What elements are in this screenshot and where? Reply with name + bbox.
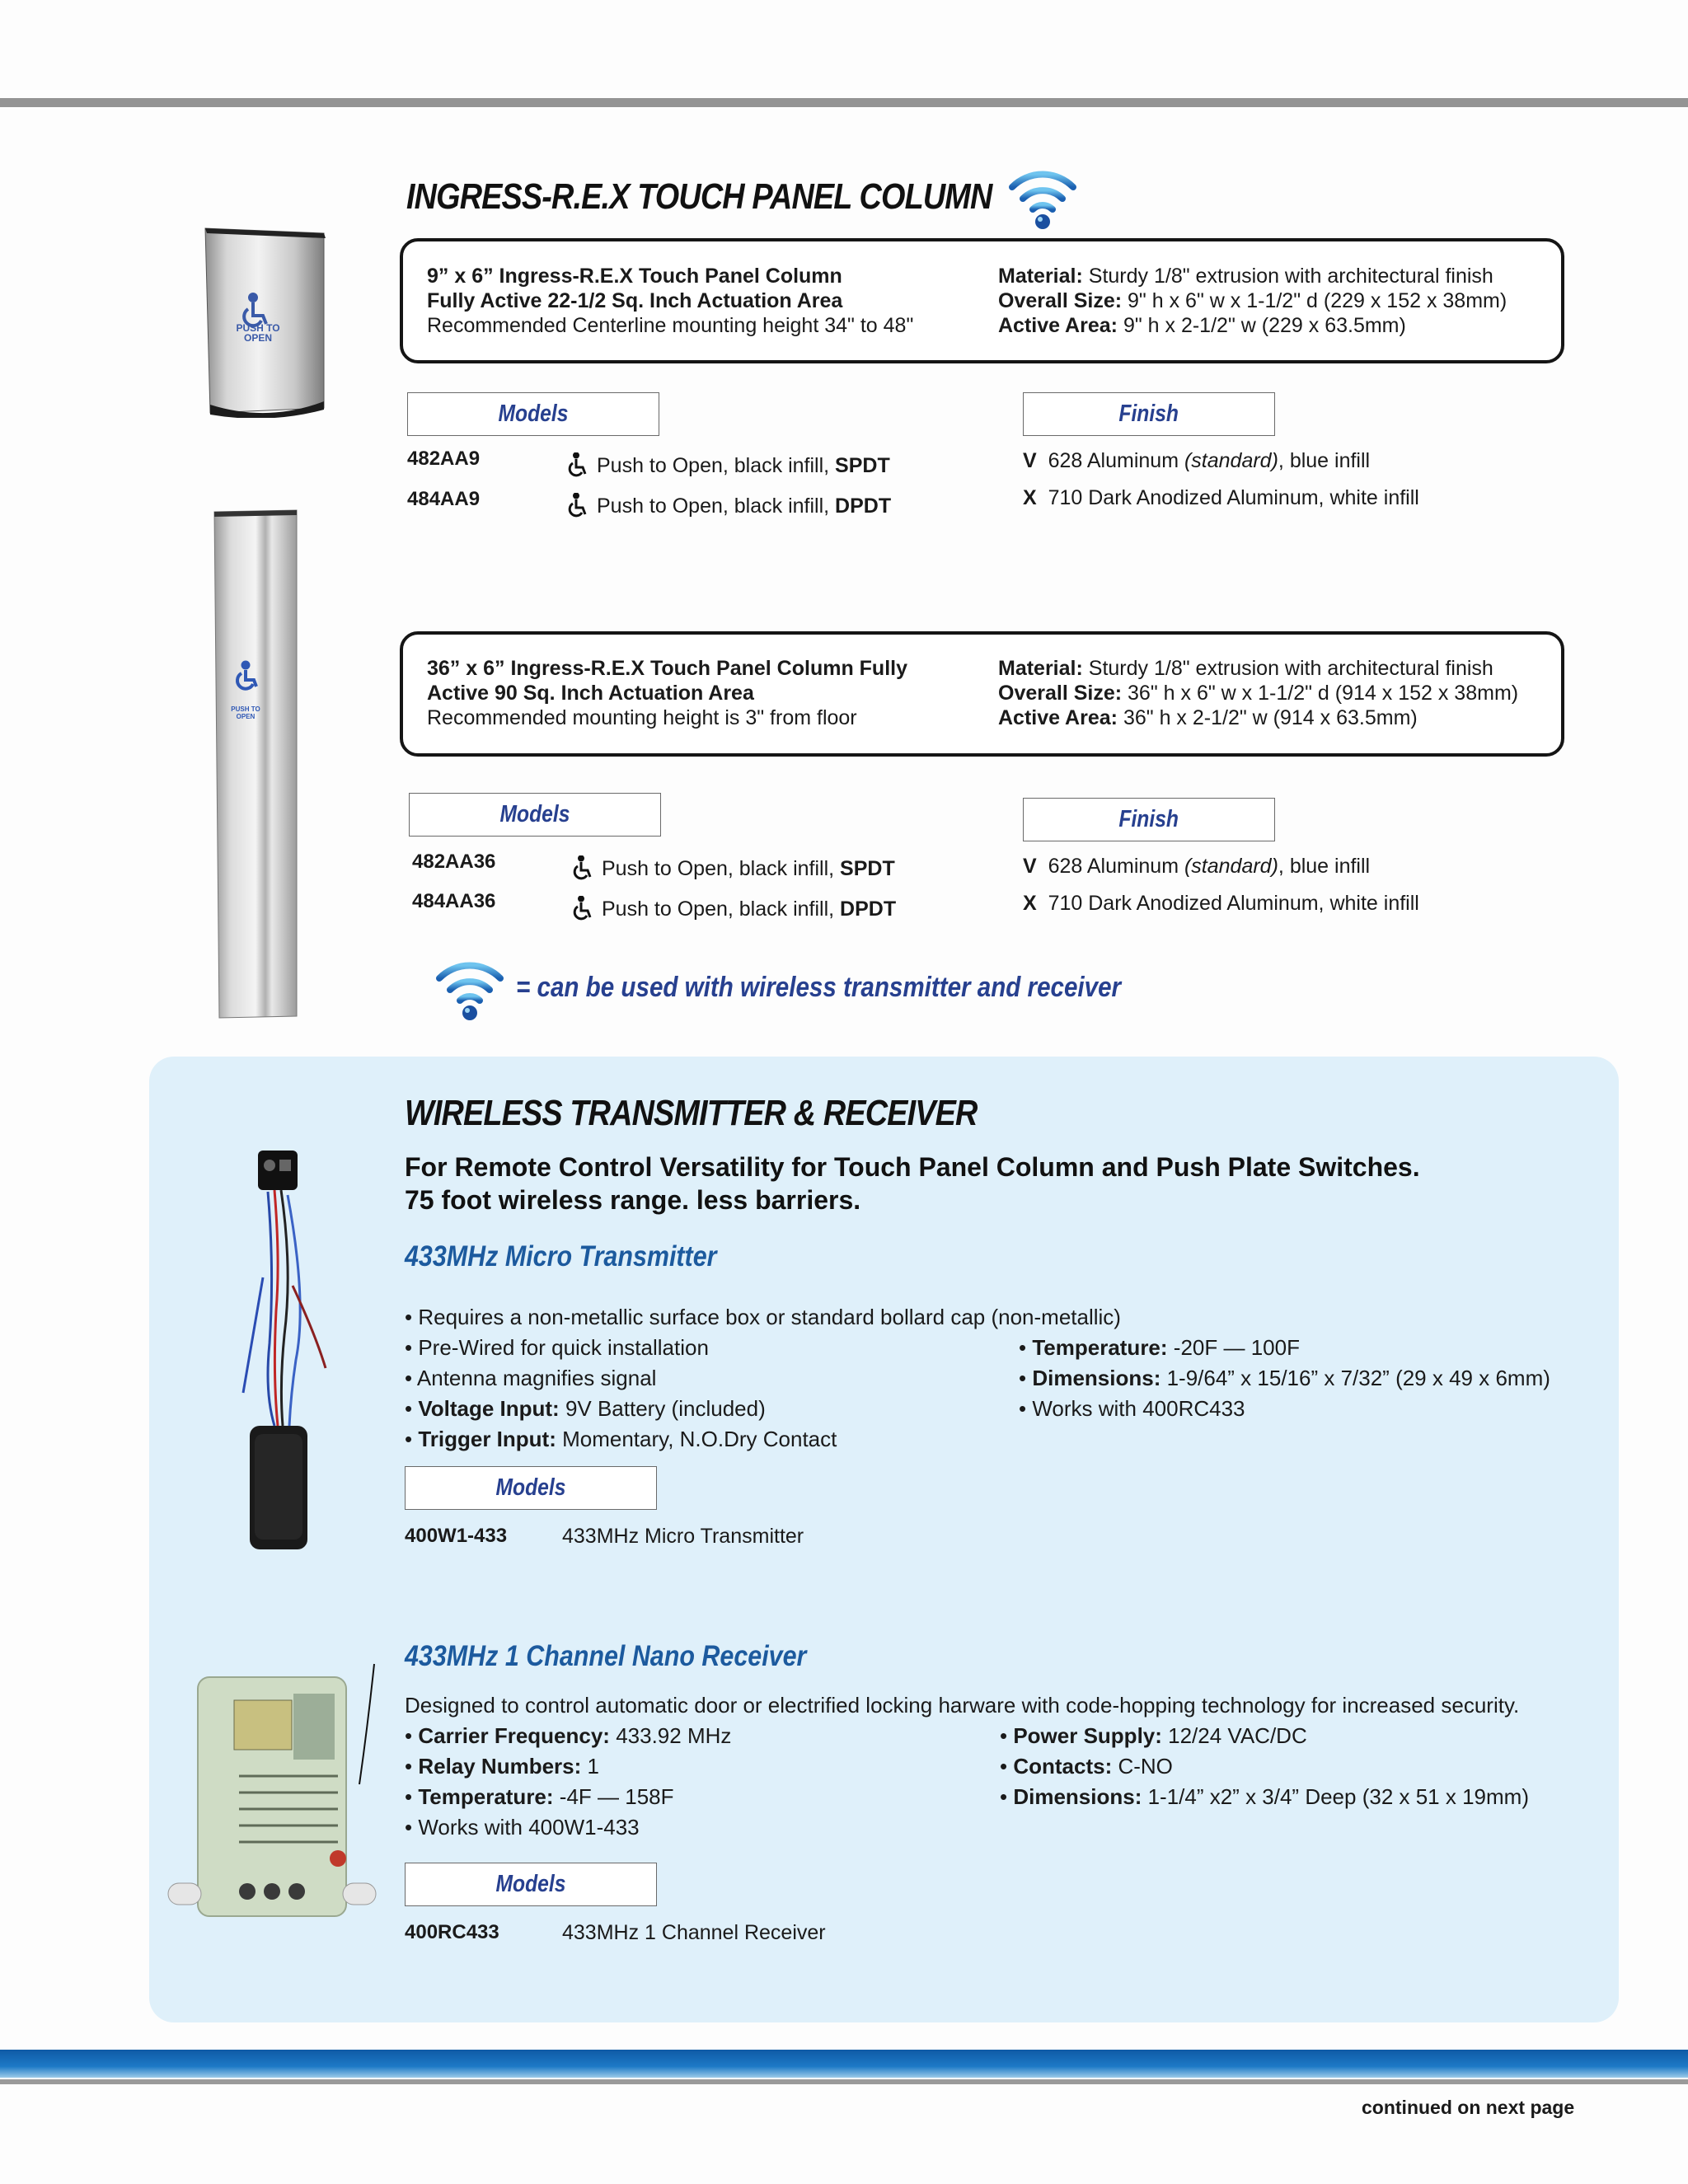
wifi-icon — [1007, 167, 1078, 232]
bullet-item: • Power Supply: 12/24 VAC/DC — [1000, 1723, 1307, 1748]
finish-code: X — [1023, 486, 1037, 509]
bullet-text: 1 — [581, 1754, 599, 1779]
tall-column-label: PUSH TO OPEN — [231, 705, 260, 720]
finish-standard: (standard) — [1184, 855, 1278, 878]
model-type: DPDT — [840, 898, 897, 921]
area-value: 9" h x 2-1/2" w (229 x 63.5mm) — [1123, 314, 1406, 337]
bullet-item: • Relay Numbers: 1 — [405, 1754, 599, 1779]
area-label: Active Area: — [998, 314, 1118, 337]
finish-text: 628 Aluminum — [1048, 449, 1184, 472]
bullet-text: 1-9/64” x 15/16” x 7/32” (29 x 49 x 6mm) — [1160, 1366, 1550, 1390]
finish-option — [1023, 892, 1419, 916]
model-desc — [572, 855, 895, 881]
bullet-text: -20F — 100F — [1167, 1335, 1300, 1360]
model-desc-text: Push to Open, black infill, — [597, 454, 836, 477]
model-code: 484AA9 — [407, 488, 481, 510]
bullet-item: • Contacts: C-NO — [1000, 1754, 1173, 1779]
bullet-item: • Works with 400RC433 — [1019, 1396, 1245, 1421]
receiver-title: 433MHz 1 Channel Nano Receiver — [405, 1640, 807, 1672]
bullet-text: 1-1/4” x2” x 3/4” Deep (32 x 51 x 19mm) — [1142, 1784, 1529, 1809]
section-lead — [405, 1151, 1420, 1216]
model-desc-text: Push to Open, black infill, — [602, 898, 841, 921]
section-title: WIRELESS TRANSMITTER & RECEIVER — [405, 1093, 978, 1133]
bullet-text: Antenna magnifies signal — [416, 1366, 657, 1390]
model-code: 400W1-433 — [405, 1525, 508, 1547]
model-type: SPDT — [840, 857, 895, 880]
material-label: Material: — [998, 657, 1083, 680]
finish-tab-label: Finish — [1118, 806, 1179, 832]
bullet-text: -4F — 158F — [553, 1784, 674, 1809]
bullet-text: Pre-Wired for quick installation — [418, 1335, 709, 1360]
material-value: Sturdy 1/8" extrusion with architectural finish — [1088, 657, 1493, 680]
finish-tab — [1023, 392, 1275, 436]
models-tab — [409, 793, 661, 837]
bullet-label: Voltage Input: — [418, 1396, 560, 1421]
transmitter-bullets-right — [1019, 1333, 1550, 1424]
bullet-item: • Voltage Input: 9V Battery (included) — [405, 1396, 766, 1421]
finish-standard: (standard) — [1184, 449, 1278, 472]
transmitter-title: 433MHz Micro Transmitter — [405, 1240, 717, 1272]
spec-line: 36” x 6” Ingress-R.E.X Touch Panel Column Fully — [427, 657, 907, 680]
wireless-legend-text: = can be used with wireless transmitter and receiver — [516, 972, 1122, 1003]
bullet-label: Dimensions: — [1013, 1784, 1142, 1809]
models-tab — [405, 1466, 657, 1510]
lead-line: For Remote Control Versatility for Touch Panel Column and Push Plate Switches. — [405, 1152, 1420, 1182]
material-label: Material: — [998, 265, 1083, 288]
finish-option — [1023, 486, 1419, 510]
bullet-text: C-NO — [1112, 1754, 1173, 1779]
lead-line: 75 foot wireless range. less barriers. — [405, 1185, 861, 1215]
bullet-item: • Carrier Frequency: 433.92 MHz — [405, 1723, 732, 1748]
finish-option — [1023, 449, 1370, 473]
finish-option — [1023, 855, 1370, 879]
model-type: DPDT — [835, 494, 892, 518]
bullet-item: • Pre-Wired for quick installation — [405, 1335, 709, 1360]
bullet-item: • Requires a non-metallic surface box or standard bollard cap (non-metallic) — [405, 1305, 1121, 1329]
receiver-image — [165, 1661, 381, 1924]
bullet-item: • Works with 400W1-433 — [405, 1815, 640, 1840]
footer-blue-band — [0, 2050, 1688, 2078]
footer-grey-band — [0, 2079, 1688, 2084]
handicap-icon — [567, 452, 588, 477]
bullet-label: Carrier Frequency: — [418, 1723, 610, 1748]
models-tab — [405, 1863, 657, 1906]
size-label: Overall Size: — [998, 289, 1123, 312]
area-label: Active Area: — [998, 706, 1118, 729]
section-title: INGRESS-R.E.X TOUCH PANEL COLUMN — [406, 176, 992, 217]
spec-line: Recommended mounting height is 3" from floor — [427, 706, 857, 729]
spec-right-9x6 — [998, 264, 1507, 338]
bullet-item: • Antenna magnifies signal — [405, 1366, 657, 1390]
size-value: 9" h x 6" w x 1-1/2" d (229 x 152 x 38mm) — [1128, 289, 1507, 312]
spec-line: Recommended Centerline mounting height 34" to 48" — [427, 314, 914, 337]
area-value: 36" h x 2-1/2" w (914 x 63.5mm) — [1123, 706, 1418, 729]
model-desc: 433MHz 1 Channel Receiver — [562, 1921, 826, 1944]
finish-code: X — [1023, 892, 1037, 915]
short-column-label: PUSH TO OPEN — [236, 322, 280, 344]
bullet-text: 12/24 VAC/DC — [1161, 1723, 1307, 1748]
size-label: Overall Size: — [998, 682, 1123, 705]
header-rule — [0, 98, 1688, 107]
finish-text: , blue infill — [1278, 449, 1371, 472]
bullet-item: • Dimensions: 1-9/64” x 15/16” x 7/32” (29 x 49 x 6mm) — [1019, 1366, 1550, 1390]
bullet-label: Power Supply: — [1013, 1723, 1162, 1748]
spec-left-9x6 — [427, 264, 913, 338]
model-desc — [572, 896, 896, 921]
finish-text: , blue infill — [1278, 855, 1371, 878]
continued-note: continued on next page — [1362, 2097, 1575, 2118]
receiver-bullets-right — [1000, 1721, 1529, 1812]
models-tab-label: Models — [495, 1871, 566, 1897]
wifi-icon — [434, 958, 505, 1023]
material-value: Sturdy 1/8" extrusion with architectural finish — [1088, 265, 1493, 288]
spec-right-36x6 — [998, 656, 1518, 730]
finish-code: V — [1023, 449, 1037, 472]
handicap-icon — [567, 493, 588, 518]
handicap-icon — [572, 855, 593, 880]
model-desc: 433MHz Micro Transmitter — [562, 1525, 804, 1548]
model-code: 484AA36 — [412, 890, 496, 912]
bullet-label: Relay Numbers: — [418, 1754, 582, 1779]
spec-line: 9” x 6” Ingress-R.E.X Touch Panel Column — [427, 265, 842, 288]
size-value: 36" h x 6" w x 1-1/2" d (914 x 152 x 38mm) — [1128, 682, 1519, 705]
model-desc — [567, 493, 891, 518]
model-code: 400RC433 — [405, 1921, 499, 1943]
bullet-text: Requires a non-metallic surface box or standard bollard cap (non-metallic) — [418, 1305, 1121, 1329]
receiver-bullets-left — [405, 1721, 731, 1843]
models-tab — [407, 392, 659, 436]
receiver-intro: Designed to control automatic door or electrified locking harware with code-hopping technology for increased security. — [405, 1693, 1520, 1718]
bullet-text: 433.92 MHz — [609, 1723, 732, 1748]
model-code: 482AA9 — [407, 448, 481, 470]
model-desc-text: Push to Open, black infill, — [597, 494, 836, 518]
spec-left-36x6 — [427, 656, 907, 730]
finish-text: 710 Dark Anodized Aluminum, white infill — [1048, 892, 1419, 915]
transmitter-image — [235, 1146, 342, 1558]
handicap-icon — [572, 896, 593, 921]
finish-text: 628 Aluminum — [1048, 855, 1184, 878]
bullet-text: Works with 400RC433 — [1032, 1396, 1245, 1421]
models-tab-label: Models — [495, 1474, 566, 1501]
bullet-item: • Dimensions: 1-1/4” x2” x 3/4” Deep (32 x 51 x 19mm) — [1000, 1784, 1529, 1809]
finish-tab-label: Finish — [1118, 401, 1179, 427]
transmitter-bullets-left — [405, 1302, 1121, 1455]
models-tab-label: Models — [499, 801, 570, 827]
bullet-label: Trigger Input: — [418, 1427, 556, 1451]
bullet-label: Contacts: — [1013, 1754, 1113, 1779]
spec-line: Active 90 Sq. Inch Actuation Area — [427, 682, 754, 705]
finish-text: 710 Dark Anodized Aluminum, white infill — [1048, 486, 1419, 509]
bullet-label: Dimensions: — [1032, 1366, 1161, 1390]
bullet-label: Temperature: — [418, 1784, 554, 1809]
model-type: SPDT — [835, 454, 890, 477]
bullet-label: Temperature: — [1032, 1335, 1168, 1360]
model-desc-text: Push to Open, black infill, — [602, 857, 841, 880]
model-desc — [567, 452, 890, 478]
bullet-item: • Temperature: -4F — 158F — [405, 1784, 674, 1809]
finish-tab — [1023, 798, 1275, 841]
bullet-item: • Temperature: -20F — 100F — [1019, 1335, 1300, 1360]
bullet-item: • Trigger Input: Momentary, N.O.Dry Contact — [405, 1427, 837, 1451]
bullet-text: Momentary, N.O.Dry Contact — [556, 1427, 837, 1451]
bullet-text: 9V Battery (included) — [559, 1396, 766, 1421]
model-code: 482AA36 — [412, 851, 496, 873]
models-tab-label: Models — [498, 401, 569, 427]
bullet-text: Works with 400W1-433 — [418, 1815, 640, 1840]
finish-code: V — [1023, 855, 1037, 878]
tall-column-image — [211, 509, 300, 1019]
spec-line: Fully Active 22-1/2 Sq. Inch Actuation Area — [427, 289, 843, 312]
